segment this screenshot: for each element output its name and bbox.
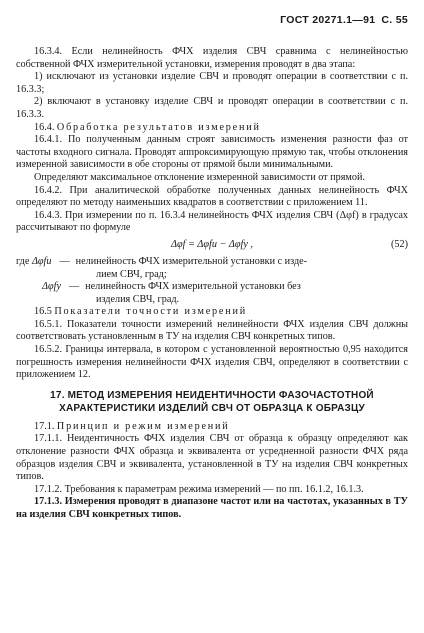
section-17-1-title: 17.1. Принцип и режим измерений	[34, 420, 230, 432]
paragraph-16-4-3: 16.4.3. При измерении по п. 16.3.4 нелинейность ФЧХ изделия СВЧ (Δφf) в градусах рассчитывают по формуле	[16, 209, 408, 234]
page-number: С. 55	[381, 14, 408, 26]
symbol-delta-phi-fu: Δφfу	[42, 281, 61, 293]
paragraph-16-3-4: 16.3.4. Если нелинейность ФЧХ изделия СВЧ сравнима с нелинейностью собственной ФЧХ измерительной установки, измерения проводят в два этапа:	[16, 46, 408, 70]
list-item-1: 1) исключают из установки изделие СВЧ и проводят операции в соответствии с п. 16.3.3;	[16, 71, 408, 95]
section-16-5-title: 16.5 Показатели точности измерений	[34, 306, 247, 318]
symbol-delta-phi-fi: Δφfи	[31, 255, 52, 267]
page-header	[16, 8, 408, 30]
definition-cont-1: лием СВЧ, град;	[96, 268, 167, 280]
paragraph-16-4-2: 16.4.2. При аналитической обработке полученных данных нелинейность ФЧХ определяют по методу наименьших квадратов в соответствии с приложением 11.	[16, 184, 408, 209]
standard-number: ГОСТ 20271.1—91	[280, 14, 376, 26]
section-17-heading: 17. МЕТОД ИЗМЕРЕНИЯ НЕИДЕНТИЧНОСТИ ФАЗОЧАСТОТНОЙ ХАРАКТЕРИСТИКИ ИЗДЕЛИЙ СВЧ ОТ ОБРАЗЦА К ОБРАЗЦУ	[50, 389, 374, 414]
paragraph-17-1-1: 17.1.1. Неидентичность ФЧХ изделия СВЧ от образца к образцу определяют как отклонение разности ФЧХ образца и эквивалента от усредненной разности ФЧХ ряда образцов изделия СВЧ и эквивалента, установленной в ТУ на изделия СВЧ конкретных типов.	[16, 433, 408, 483]
definition-row-1: где Δφfи — нелинейность ФЧХ измерительной установки с изде-	[16, 255, 308, 267]
paragraph-17-1-3: 17.1.3. Измерения проводят в диапазоне частот или на частотах, указанных в ТУ на изделия СВЧ конкретных типов.	[16, 496, 408, 520]
paragraph-16-5-2: 16.5.2. Границы интервала, в котором с установленной вероятностью 0,95 находится погрешность измерения нелинейности ФЧХ изделия СВЧ, определяют в соответствии с приложением 12.	[16, 344, 408, 381]
paragraph-max-deviation: Определяют максимальное отклонение измеренной зависимости от прямой.	[34, 171, 365, 183]
formula-expression: Δφf = Δφfи − Δφfу ,	[171, 238, 253, 250]
definition-row-2: Δφfу — нелинейность ФЧХ измерительной установки без	[42, 281, 301, 293]
paragraph-17-1-2: 17.1.2. Требования к параметрам режима измерений — по пп. 16.1.2, 16.1.3.	[34, 483, 364, 495]
section-16-4-title: 16.4. Обработка результатов измерений	[34, 121, 261, 133]
paragraph-16-4-1: 16.4.1. По полученным данным строят зависимость изменения разности фаз от частоты входного сигнала. Проводят аппроксимирующую прямую так, чтобы отклонения измеренной зависимости в обе стороны от прямой были минимальными.	[16, 134, 408, 171]
paragraph-16-5-1: 16.5.1. Показатели точности измерений нелинейности ФЧХ изделия СВЧ должны соответствовать установленным в ТУ на изделия СВЧ конкретных типов.	[16, 318, 408, 343]
definition-cont-2: изделия СВЧ, град.	[96, 293, 180, 305]
formula-52	[16, 236, 408, 254]
document-page	[16, 8, 408, 522]
list-item-2: 2) включают в установку изделие СВЧ и проводят операции в соответствии с п. 16.3.3.	[16, 96, 408, 120]
formula-definitions	[16, 256, 408, 306]
formula-number: (52)	[391, 238, 408, 250]
